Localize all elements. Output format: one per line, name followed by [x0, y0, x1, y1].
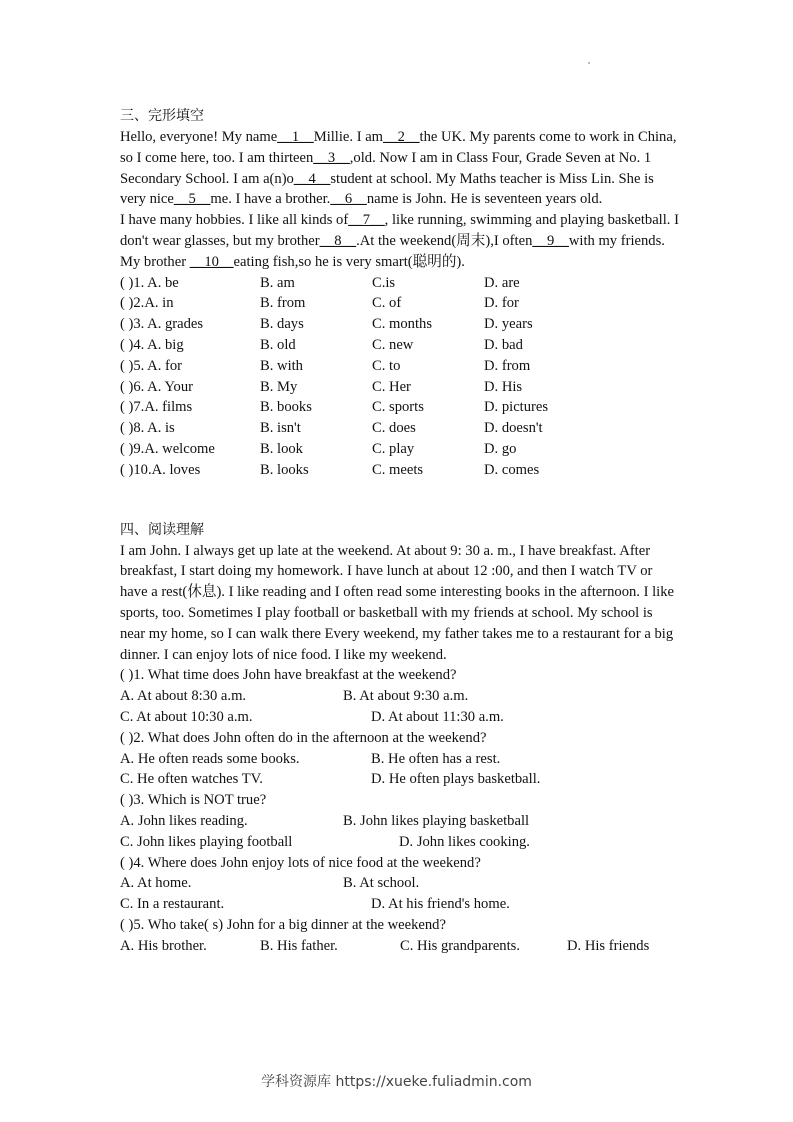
question-num: ( )1. A. be — [120, 274, 179, 291]
option-row — [120, 936, 680, 957]
text: .At the weekend(周末),I often — [356, 232, 533, 249]
question-num: ( )4. A. big — [120, 336, 184, 353]
option-c: C. He often watches TV. — [120, 771, 263, 788]
cloze-passage-1 — [120, 127, 680, 210]
option-c: C. Her — [372, 378, 411, 395]
section4-title: 四、阅读理解 — [120, 521, 204, 538]
option-d: D. comes — [484, 461, 540, 478]
option-c: C. to — [372, 357, 401, 374]
text: Millie. I am — [313, 129, 384, 145]
blank-4: __4__ — [293, 170, 331, 187]
option-d: D. years — [484, 316, 533, 333]
option-b: B. He often has a rest. — [371, 750, 501, 767]
question-num: ( )8. A. is — [120, 420, 175, 437]
option-c: C. months — [372, 316, 433, 333]
option-row — [120, 832, 680, 853]
blank-5: __5__ — [173, 191, 211, 208]
question-num: ( )6. A. Your — [120, 378, 193, 395]
option-d: D. John likes cooking. — [399, 833, 530, 850]
option-b: B. from — [260, 295, 306, 312]
option-c: C. His grandparents. — [400, 937, 520, 954]
option-c: C. In a restaurant. — [120, 896, 225, 913]
text: ,old. Now I am in Class Four, Grade Seven at No. 1 Secondary School. I am a(n)o — [120, 149, 652, 187]
stem-text: ( )4. Where does John enjoy lots of nice food at the weekend? — [120, 854, 481, 871]
blank-8: __8__ — [319, 232, 357, 249]
question-num: ( )3. A. grades — [120, 316, 204, 333]
option-c: C. John likes playing football — [120, 833, 293, 850]
footer-watermark: 学科资源库 https://xueke.fuliadmin.com — [261, 1074, 532, 1090]
option-d: D. bad — [484, 336, 523, 353]
blank-2: __2__ — [383, 129, 420, 145]
option-a: A. His brother. — [120, 937, 207, 954]
option-row — [120, 894, 680, 915]
reading-questions — [120, 665, 680, 956]
stem-text: ( )3. Which is NOT true? — [120, 792, 267, 809]
option-b: B. books — [260, 399, 312, 416]
worksheet — [120, 101, 680, 956]
option-b: B. My — [260, 378, 298, 395]
option-row — [120, 686, 680, 707]
option-c: C. does — [372, 420, 416, 437]
text: the UK. My parents come to work in China, so I come here, too. I am thirteen — [120, 129, 677, 166]
blank-10: __10__ — [189, 253, 234, 270]
question-num: ( )10.A. loves — [120, 461, 201, 478]
option-b: B. looks — [260, 461, 309, 478]
question-num: ( )7.A. films — [120, 399, 193, 416]
stem-text: ( )2. What does John often do in the afternoon at the weekend? — [120, 729, 487, 746]
option-b: B. John likes playing basketball — [343, 812, 530, 829]
option-d: D. for — [484, 295, 519, 312]
question-row — [120, 418, 680, 439]
question-stem — [120, 853, 680, 874]
text: with my friends. My brother — [120, 232, 665, 270]
text: student at school. My Maths teacher is Miss Lin. She is very nice — [120, 170, 654, 208]
option-a: A. At home. — [120, 875, 192, 892]
text: , like running, swimming and playing basketball. I don't wear glasses, but my brother — [120, 212, 679, 249]
question-row — [120, 314, 680, 335]
scan-dot — [588, 62, 590, 64]
option-row — [120, 769, 680, 790]
cloze-passage-2 — [120, 210, 680, 272]
question-row — [120, 439, 680, 460]
question-row — [120, 293, 680, 314]
option-b: B. look — [260, 440, 303, 457]
option-b: B. am — [260, 274, 295, 291]
option-b: B. old — [260, 336, 296, 353]
option-d: D. from — [484, 357, 531, 374]
question-row — [120, 397, 680, 418]
reading-passage: I am John. I always get up late at the weekend. At about 9: 30 a. m., I have breakfast. After breakfast, I start doing my homework. I have lunch at about 12 :00, and then I watch TV or have a rest(休息). I like reading and I often read some interesting books in the afternoon. I like sports, too. Sometimes I play football or basketball with my friends at school. My school is near my home, so I can walk there Every weekend, my father takes me to a restaurant for a big dinner. I can enjoy lots of nice food. I like my weekend. — [120, 542, 674, 663]
option-c: C. meets — [372, 461, 424, 478]
option-d: D. are — [484, 274, 520, 291]
option-a: A. At about 8:30 a.m. — [120, 688, 247, 705]
question-stem — [120, 728, 680, 749]
stem-text: ( )1. What time does John have breakfast at the weekend? — [120, 667, 457, 684]
blank-7: __7__ — [348, 212, 385, 229]
cloze-questions — [120, 273, 680, 481]
option-row — [120, 749, 680, 770]
option-b: B. At about 9:30 a.m. — [343, 688, 469, 705]
option-d: D. His friends — [567, 937, 650, 954]
question-stem — [120, 790, 680, 811]
stem-text: ( )5. Who take( s) John for a big dinner at the weekend? — [120, 916, 446, 933]
question-row — [120, 377, 680, 398]
option-b: B. isn't — [260, 420, 301, 437]
question-num: ( )5. A. for — [120, 357, 183, 374]
question-row — [120, 460, 680, 481]
question-row — [120, 356, 680, 377]
question-row — [120, 273, 680, 294]
section3-title: 三、完形填空 — [120, 108, 204, 124]
option-d: D. go — [484, 440, 517, 457]
blank-1: __1__ — [277, 129, 314, 145]
blank-3: __3__ — [313, 149, 350, 166]
option-row — [120, 707, 680, 728]
option-d: D. doesn't — [484, 420, 543, 437]
option-c: C. play — [372, 440, 415, 457]
option-d: D. At his friend's home. — [371, 896, 510, 913]
option-b: B. At school. — [343, 875, 420, 892]
option-b: B. days — [260, 316, 304, 333]
question-stem — [120, 665, 680, 686]
option-c: C. At about 10:30 a.m. — [120, 708, 253, 725]
option-d: D. He often plays basketball. — [371, 771, 541, 788]
option-d: D. pictures — [484, 399, 549, 416]
option-d: D. His — [484, 378, 523, 395]
question-row — [120, 335, 680, 356]
option-a: A. He often reads some books. — [120, 750, 300, 767]
option-c: C. sports — [372, 399, 424, 416]
question-num: ( )9.A. welcome — [120, 440, 215, 457]
option-row — [120, 873, 680, 894]
option-d: D. At about 11:30 a.m. — [371, 708, 504, 725]
text: name is John. He is seventeen years old. — [366, 191, 603, 208]
question-num: ( )2.A. in — [120, 295, 174, 312]
question-stem — [120, 915, 680, 936]
option-c: C. of — [372, 295, 402, 312]
option-row — [120, 811, 680, 832]
option-a: A. John likes reading. — [120, 812, 248, 829]
text: I have many hobbies. I like all kinds of — [120, 212, 349, 229]
blank-9: __9__ — [532, 232, 569, 249]
blank-6: __6__ — [330, 191, 367, 208]
text: eating fish,so he is very smart(聪明的). — [233, 253, 465, 270]
text: Hello, everyone! My name — [120, 129, 278, 145]
option-b: B. His father. — [260, 937, 338, 954]
option-c: C.is — [372, 274, 396, 291]
option-b: B. with — [260, 357, 303, 374]
option-c: C. new — [372, 336, 414, 353]
text: me. I have a brother. — [210, 191, 331, 208]
